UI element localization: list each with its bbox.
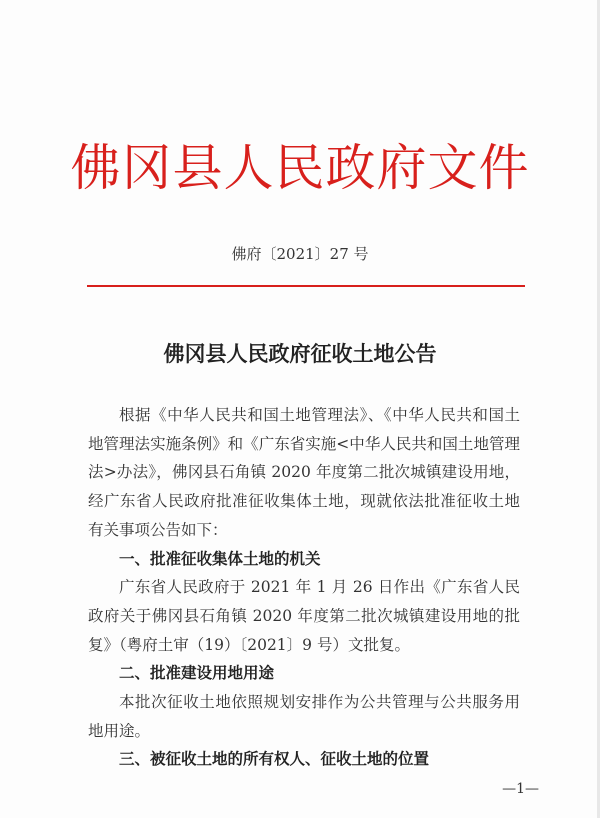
red-divider-line xyxy=(87,285,525,287)
intro-paragraph: 根据《中华人民共和国土地管理法》、《中华人民共和国土地管理法实施条例》和《广东省实施<中华人民共和国土地管理法>办法》，佛冈县石角镇 2020 年度第二批次城镇建设用地，经广东省人民政府批准征收集体土地，现就依法批准征收土地有关事项公告如下： xyxy=(88,406,520,539)
section-1-paragraph: 广东省人民政府于 2021 年 1 月 26 日作出《广东省人民政府关于佛冈县石角镇 2020 年度第二批次城镇建设用地的批复》（粤府土审（19）〔2021〕9 号）文批复。 xyxy=(88,578,520,654)
document-body xyxy=(88,401,520,774)
section-2-paragraph: 本批次征收土地依照规划安排作为公共管理与公共服务用地用途。 xyxy=(88,693,520,740)
notice-title: 佛冈县人民政府征收土地公告 xyxy=(163,341,437,366)
document-header-title: 佛冈县人民政府文件 xyxy=(70,139,530,197)
section-1-heading: 一、批准征收集体土地的机关 xyxy=(119,549,321,568)
page-number: —1— xyxy=(502,781,539,797)
section-3-heading: 三、被征收土地的所有权人、征收土地的位置 xyxy=(119,750,430,769)
document-number: 佛府〔2021〕27 号 xyxy=(231,245,369,263)
section-2-heading: 二、批准建设用地用途 xyxy=(119,664,275,683)
